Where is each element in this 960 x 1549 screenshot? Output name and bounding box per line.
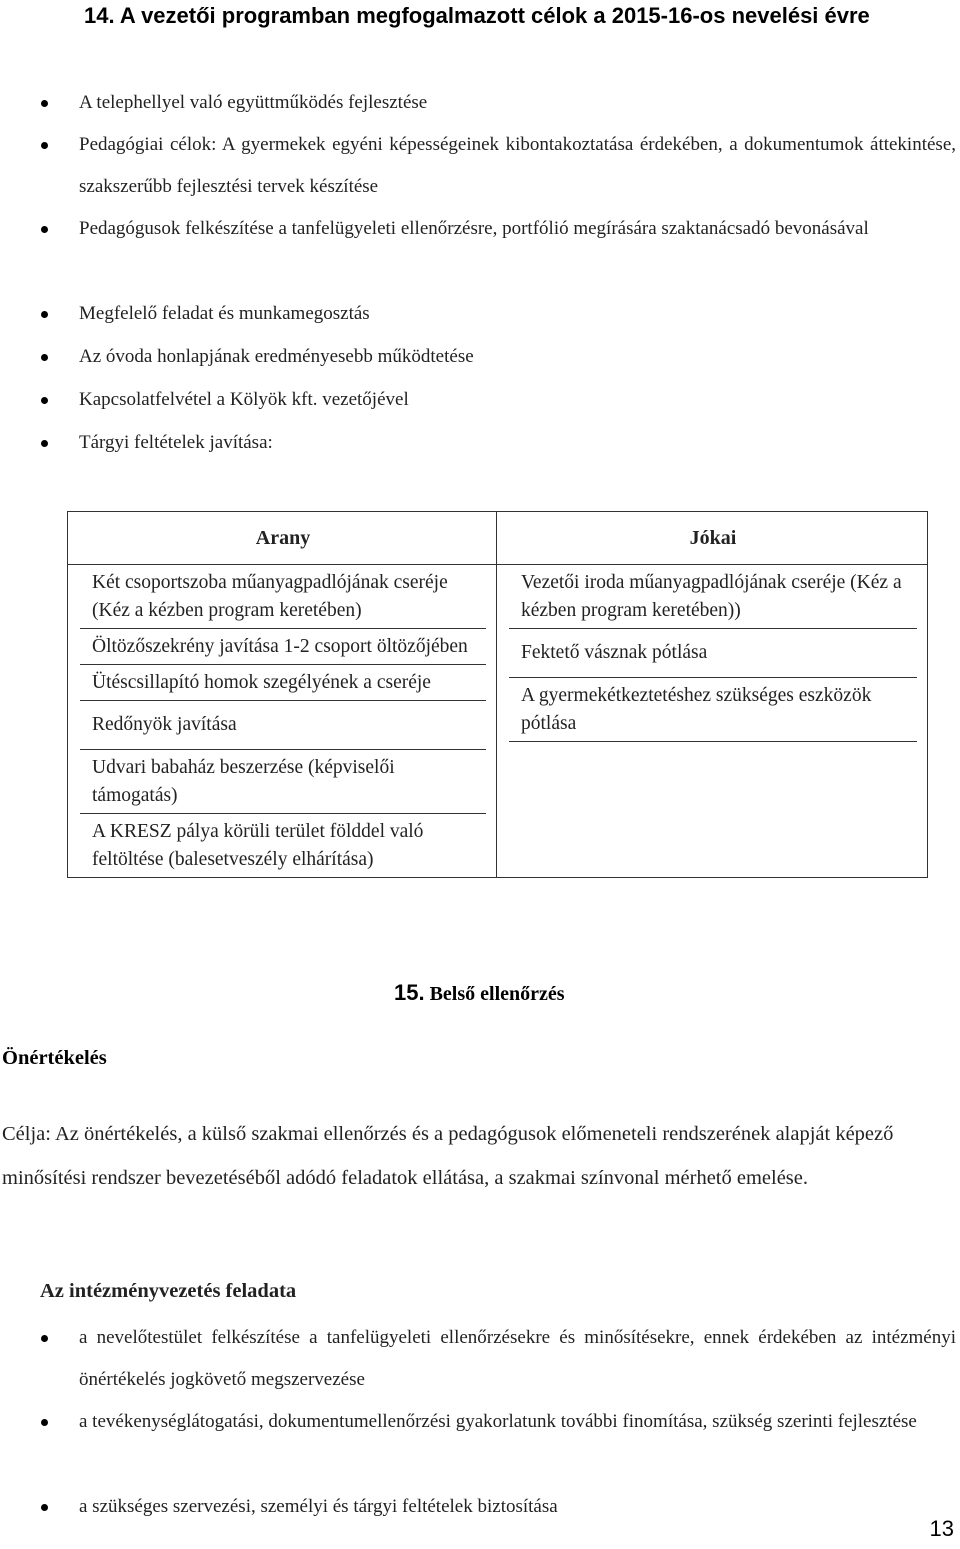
- table-cell-item: A KRESZ pálya körüli terület földdel való feltöltése (balesetveszély elhárítása): [92, 821, 424, 870]
- bullet-icon: [41, 397, 48, 404]
- table-cell-item: Vezetői iroda műanyagpadlójának cseréje (Kéz a kézben program keretében)): [509, 565, 917, 629]
- section-15-number: 15.: [394, 980, 425, 1005]
- list-item-text: a tevékenységlátogatási, dokumentumellenőrzési gyakorlatunk további finomítása, szükség szerinti fejlesztése: [79, 1411, 917, 1432]
- bullet-icon: [41, 440, 48, 447]
- jokai-cell: [497, 565, 928, 878]
- bullet-icon: [41, 226, 48, 233]
- table-cell-item: Ütéscsillapító homok szegélyének a cseréje: [80, 665, 486, 701]
- table-header-jokai: Jókai: [497, 512, 928, 565]
- table-header-arany: Arany: [68, 512, 497, 565]
- bullet-icon: [41, 142, 48, 149]
- table-cell-item: Két csoportszoba műanyagpadlójának cseréje (Kéz a kézben program keretében): [80, 565, 486, 629]
- table-header-row: [68, 512, 928, 565]
- table-cell-item: Udvari babaház beszerzése (képviselői támogatás): [80, 750, 486, 814]
- bullet-icon: [41, 1504, 48, 1511]
- table-cell-item: Redőnyök javítása: [80, 701, 486, 750]
- section-15-title: [394, 980, 565, 1006]
- list-item-text: Tárgyi feltételek javítása:: [79, 432, 273, 453]
- bullet-icon: [41, 354, 48, 361]
- bullet-icon: [41, 1335, 48, 1342]
- task-heading: Az intézményvezetés feladata: [40, 1280, 297, 1302]
- onertekeles-heading: Önértékelés: [2, 1047, 107, 1069]
- list-item-text: A telephellyel való együttműködés fejlesztése: [79, 92, 428, 113]
- improvements-table: [67, 511, 928, 878]
- list-item-text: a szükséges szervezési, személyi és tárgyi feltételek biztosítása: [79, 1496, 558, 1517]
- page-number: 13: [929, 1516, 954, 1541]
- table-cell-item: Öltözőszekrény javítása 1-2 csoport öltözőjében: [80, 629, 486, 665]
- list-item-text: Pedagógiai célok: A gyermekek egyéni képességeinek kibontakoztatása érdekében, a dokumentumok áttekintése, szakszerűbb fejlesztési tervek készítése: [79, 134, 956, 197]
- section-15-title-text: Belső ellenőrzés: [429, 983, 565, 1005]
- table-cell-item: A gyermekétkeztetéshez szükséges eszközök pótlása: [509, 678, 917, 742]
- list-item-text: a nevelőtestület felkészítése a tanfelügyeleti ellenőrzésekre és minősítésekre, ennek érdekében az intézményi önértékelés jogkövető megszervezése: [79, 1327, 956, 1390]
- celja-paragraph: Célja: Az önértékelés, a külső szakmai ellenőrzés és a pedagógusok előmeneteli rendszerének alapját képező minősítési rendszer bevezetéséből adódó feladatok ellátása, a szakmai színvonal mérhető emelése.: [2, 1123, 894, 1189]
- section-14-title: 14. A vezetői programban megfogalmazott célok a 2015-16-os nevelési évre: [84, 3, 870, 28]
- table-row: [68, 565, 928, 878]
- list-item-text: Pedagógusok felkészítése a tanfelügyeleti ellenőrzésre, portfólió megírására szaktanácsadó bevonásával: [79, 218, 869, 239]
- list-item-text: Az óvoda honlapjának eredményesebb működtetése: [79, 346, 474, 367]
- arany-cell: [68, 565, 497, 878]
- bullet-icon: [41, 100, 48, 107]
- table-cell-item: Fektető vásznak pótlása: [509, 629, 917, 678]
- bullet-icon: [41, 1419, 48, 1426]
- list-item-text: Kapcsolatfelvétel a Kölyök kft. vezetőjével: [79, 389, 409, 410]
- list-item-text: Megfelelő feladat és munkamegosztás: [79, 303, 370, 324]
- bullet-icon: [41, 311, 48, 318]
